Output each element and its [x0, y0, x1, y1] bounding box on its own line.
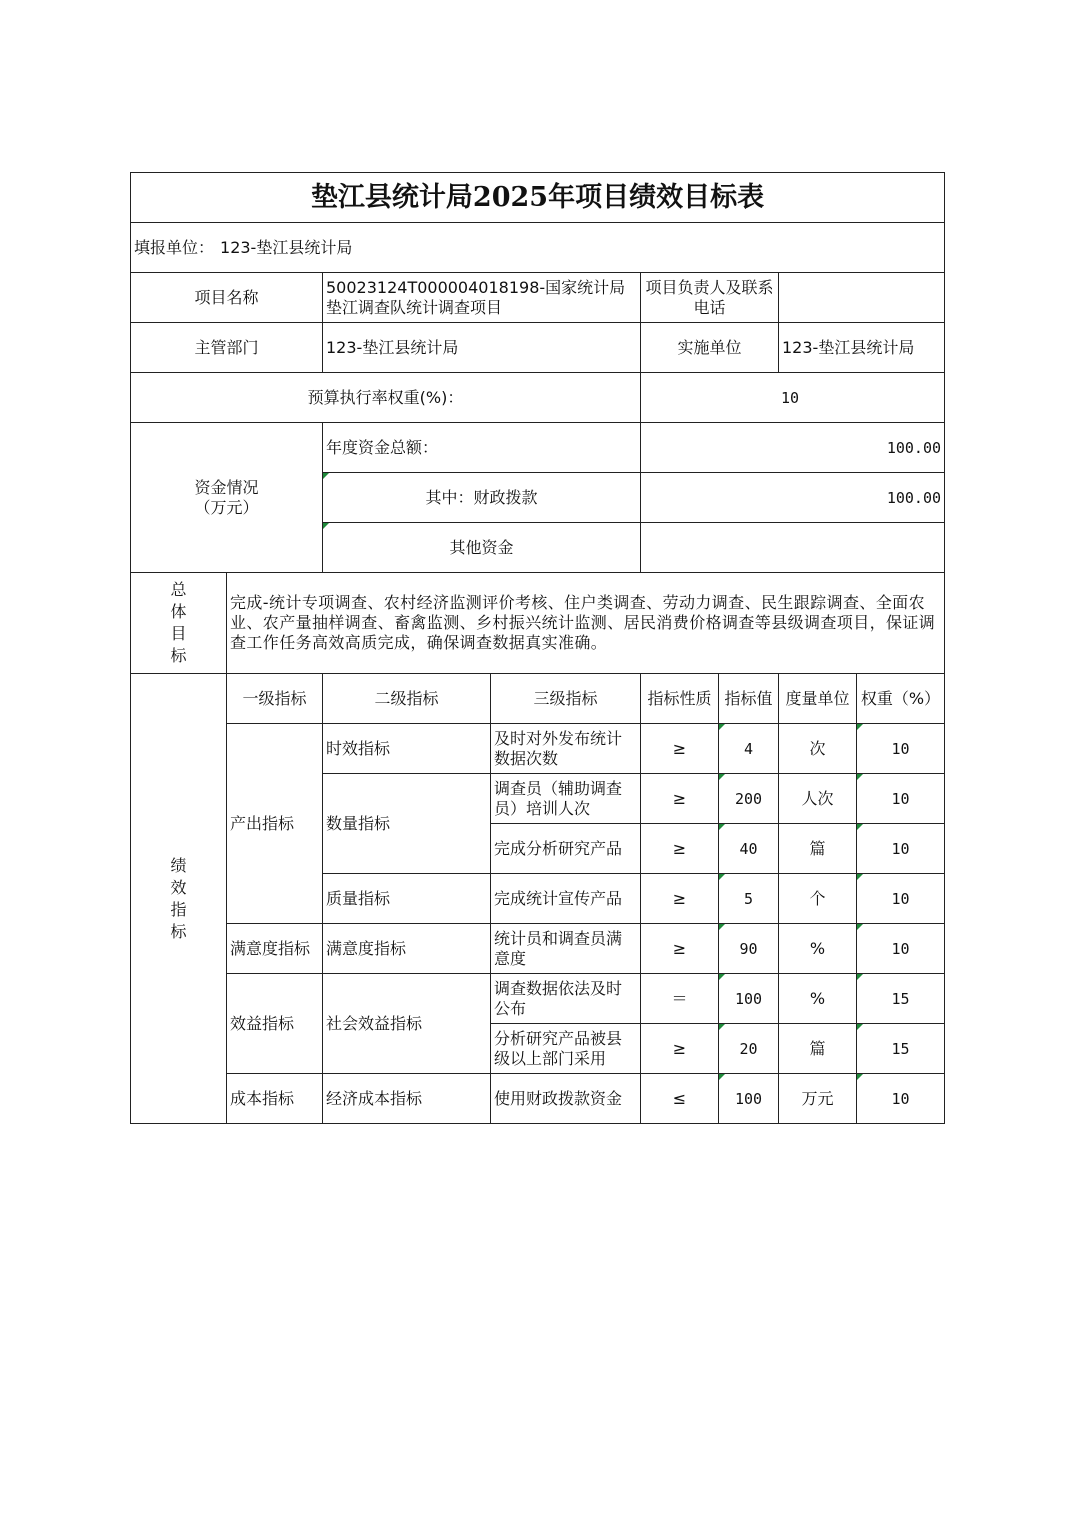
weight-cell: 10 [857, 774, 945, 824]
budget-weight-label: 预算执行率权重(%)： [131, 373, 641, 423]
weight-cell: 15 [857, 1024, 945, 1074]
indicators-label-char: 效 [170, 877, 187, 897]
header-weight: 权重（%） [857, 674, 945, 724]
table-row [131, 1074, 945, 1124]
goal-label-char: 体 [170, 602, 187, 621]
weight-cell: 10 [857, 824, 945, 874]
overall-goal-text: 完成-统计专项调查、农村经济监测评价考核、住户类调查、劳动力调查、民生跟踪调查、全面农业、农产量抽样调查、畜禽监测、乡村振兴统计监测、居民消费价格调查等县级调查项目，保证调查工作任务高效高质完成，确保调查数据真实准确。 [227, 573, 945, 674]
goal-label-char: 总 [170, 580, 187, 599]
unit-cell: 次 [779, 724, 857, 774]
value-cell: 40 [719, 824, 779, 874]
implementing-unit-value: 123-垫江县统计局 [779, 323, 945, 373]
project-name-value: 50023124T000004018198-国家统计局垫江调查队统计调查项目 [323, 273, 641, 323]
funds-other-value [641, 523, 945, 573]
value-cell: 100 [719, 1074, 779, 1124]
overall-goal-label [131, 573, 227, 674]
level3-cell: 完成分析研究产品 [491, 824, 641, 874]
level3-cell: 分析研究产品被县级以上部门采用 [491, 1024, 641, 1074]
level3-cell: 调查员（辅助调查员）培训人次 [491, 774, 641, 824]
header-level2: 二级指标 [323, 674, 491, 724]
weight-cell: 10 [857, 724, 945, 774]
value-cell: 200 [719, 774, 779, 824]
level2-quality: 质量指标 [323, 874, 491, 924]
project-contact-label: 项目负责人及联系电话 [641, 273, 779, 323]
department-label: 主管部门 [131, 323, 323, 373]
nature-cell: ≥ [641, 874, 719, 924]
table-row [131, 924, 945, 974]
level3-cell: 使用财政拨款资金 [491, 1074, 641, 1124]
value-cell: 4 [719, 724, 779, 774]
department-value: 123-垫江县统计局 [323, 323, 641, 373]
goal-label-char: 标 [170, 646, 187, 665]
performance-indicators-label [131, 674, 227, 1124]
page-title: 垫江县统计局2025年项目绩效目标表 [131, 173, 945, 223]
nature-cell: ≥ [641, 774, 719, 824]
nature-cell: ≤ [641, 1074, 719, 1124]
level1-benefit: 效益指标 [227, 974, 323, 1074]
header-unit: 度量单位 [779, 674, 857, 724]
indicators-label-char: 绩 [170, 855, 187, 875]
unit-cell: 篇 [779, 1024, 857, 1074]
budget-weight-value: 10 [641, 373, 945, 423]
header-value: 指标值 [719, 674, 779, 724]
unit-cell: % [779, 924, 857, 974]
header-level3: 三级指标 [491, 674, 641, 724]
goal-label-char: 目 [170, 624, 187, 643]
funds-fiscal-value: 100.00 [641, 473, 945, 523]
table-row [131, 724, 945, 774]
reporting-unit-value: 123-垫江县统计局 [220, 237, 353, 257]
funds-label-line2: （万元） [194, 497, 259, 517]
nature-cell: ＝ [641, 974, 719, 1024]
unit-cell: 个 [779, 874, 857, 924]
funds-total-value: 100.00 [641, 423, 945, 473]
level2-quantity: 数量指标 [323, 774, 491, 874]
level3-cell: 及时对外发布统计数据次数 [491, 724, 641, 774]
nature-cell: ≥ [641, 824, 719, 874]
funds-label [131, 423, 323, 573]
level3-cell: 统计员和调查员满意度 [491, 924, 641, 974]
table-row [131, 974, 945, 1024]
funds-fiscal-label: 其中：财政拨款 [323, 473, 641, 523]
indicators-label-char: 指 [170, 899, 187, 919]
funds-other-label: 其他资金 [323, 523, 641, 573]
indicators-label-char: 标 [170, 921, 187, 941]
level1-cost: 成本指标 [227, 1074, 323, 1124]
reporting-unit-label: 填报单位： [134, 237, 215, 257]
nature-cell: ≥ [641, 724, 719, 774]
unit-cell: % [779, 974, 857, 1024]
value-cell: 5 [719, 874, 779, 924]
level3-cell: 完成统计宣传产品 [491, 874, 641, 924]
level2-timeliness: 时效指标 [323, 724, 491, 774]
unit-cell: 万元 [779, 1074, 857, 1124]
nature-cell: ≥ [641, 924, 719, 974]
weight-cell: 15 [857, 974, 945, 1024]
level3-cell: 调查数据依法及时公布 [491, 974, 641, 1024]
implementing-unit-label: 实施单位 [641, 323, 779, 373]
level2-social-benefit: 社会效益指标 [323, 974, 491, 1074]
unit-cell: 人次 [779, 774, 857, 824]
header-level1: 一级指标 [227, 674, 323, 724]
header-nature: 指标性质 [641, 674, 719, 724]
weight-cell: 10 [857, 874, 945, 924]
weight-cell: 10 [857, 924, 945, 974]
value-cell: 100 [719, 974, 779, 1024]
level1-output: 产出指标 [227, 724, 323, 924]
unit-cell: 篇 [779, 824, 857, 874]
funds-label-line1: 资金情况 [194, 477, 259, 497]
reporting-unit-row [131, 223, 945, 273]
weight-cell: 10 [857, 1074, 945, 1124]
level1-satisfaction: 满意度指标 [227, 924, 323, 974]
level2-satisfaction: 满意度指标 [323, 924, 491, 974]
value-cell: 90 [719, 924, 779, 974]
performance-target-table [130, 172, 945, 1124]
project-name-label: 项目名称 [131, 273, 323, 323]
nature-cell: ≥ [641, 1024, 719, 1074]
level2-economic-cost: 经济成本指标 [323, 1074, 491, 1124]
funds-total-label: 年度资金总额： [323, 423, 641, 473]
value-cell: 20 [719, 1024, 779, 1074]
project-contact-value [779, 273, 945, 323]
